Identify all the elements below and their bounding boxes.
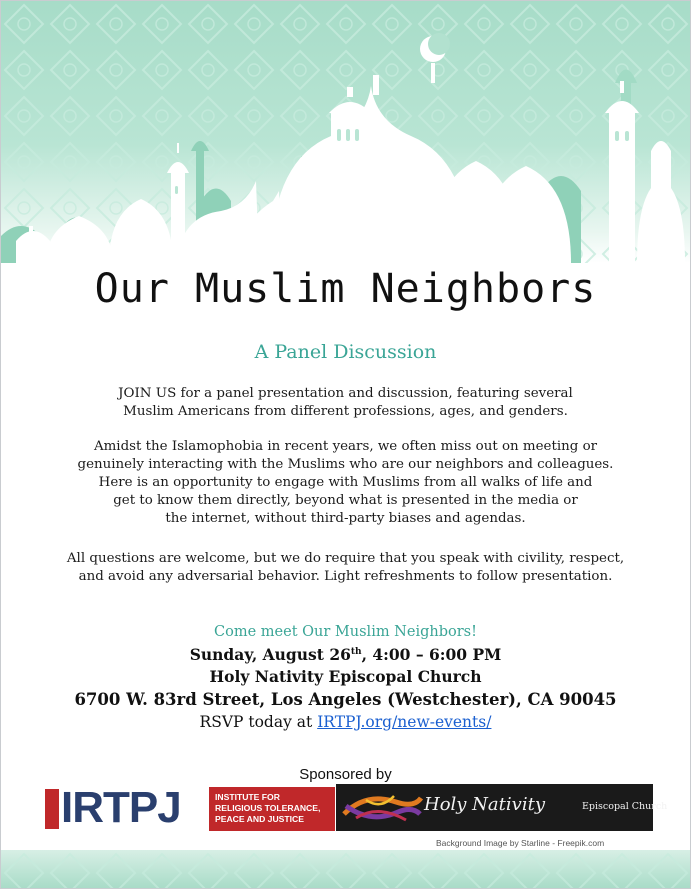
date-suffix: th — [350, 646, 362, 657]
rules-paragraph — [40, 550, 651, 586]
irtpj-logo — [45, 785, 335, 831]
holy-nativity-sub: Episcopal Church — [582, 801, 668, 812]
mosque-skyline-illustration — [1, 1, 690, 263]
body-line: Amidst the Islamophobia in recent years, we often miss out on meeting or — [93, 439, 598, 454]
event-venue: Holy Nativity Episcopal Church — [209, 667, 482, 686]
call-to-action: Come meet Our Muslim Neighbors! — [214, 624, 477, 640]
rsvp-link[interactable]: IRTPJ.org/new-events/ — [317, 713, 492, 731]
event-address: 6700 W. 83rd Street, Los Angeles (Westchester), CA 90045 — [74, 690, 617, 709]
rsvp-prefix: RSVP today at — [199, 713, 318, 731]
irtpj-red-bar — [45, 789, 59, 829]
irtpj-line: RELIGIOUS TOLERANCE, — [215, 803, 321, 813]
holy-nativity-logo — [336, 784, 668, 831]
image-credit: Background Image by Starline - Freepik.com — [436, 838, 605, 848]
body-line: get to know them directly, beyond what is presented in the media or — [113, 493, 578, 508]
dove-swirl-icon — [336, 784, 426, 831]
intro-line: JOIN US for a panel presentation and discussion, featuring several — [118, 386, 573, 401]
footer-pattern — [1, 850, 690, 888]
irtpj-line: INSTITUTE FOR — [215, 792, 280, 802]
event-date-time — [0, 645, 691, 664]
footer-band — [1, 850, 690, 888]
irtpj-wordmark: IRTPJ — [61, 783, 181, 832]
subtitle: A Panel Discussion — [254, 341, 437, 363]
sponsored-by-label: Sponsored by — [299, 766, 392, 783]
holy-nativity-name: Holy Nativity — [424, 794, 545, 815]
intro-line: Muslim Americans from different professions, ages, and genders. — [123, 404, 568, 419]
irtpj-line: PEACE AND JUSTICE — [215, 814, 304, 824]
rules-line: All questions are welcome, but we do require that you speak with civility, respect, — [66, 551, 625, 566]
event-time: , 4:00 – 6:00 PM — [361, 645, 502, 664]
rsvp-line — [0, 713, 691, 731]
mosque-skyline-banner — [1, 1, 690, 263]
irtpj-name-box — [209, 787, 335, 831]
rules-line: and avoid any adversarial behavior. Light refreshments to follow presentation. — [78, 569, 613, 584]
event-date: Sunday, August 26 — [189, 645, 351, 664]
body-paragraph — [40, 438, 651, 528]
body-line: the internet, without third-party biases and agendas. — [165, 511, 526, 526]
body-line: Here is an opportunity to engage with Muslims from all walks of life and — [98, 475, 593, 490]
body-line: genuinely interacting with the Muslims who are our neighbors and colleagues. — [77, 457, 614, 472]
page-title: Our Muslim Neighbors — [94, 266, 597, 312]
intro-paragraph — [40, 385, 651, 421]
